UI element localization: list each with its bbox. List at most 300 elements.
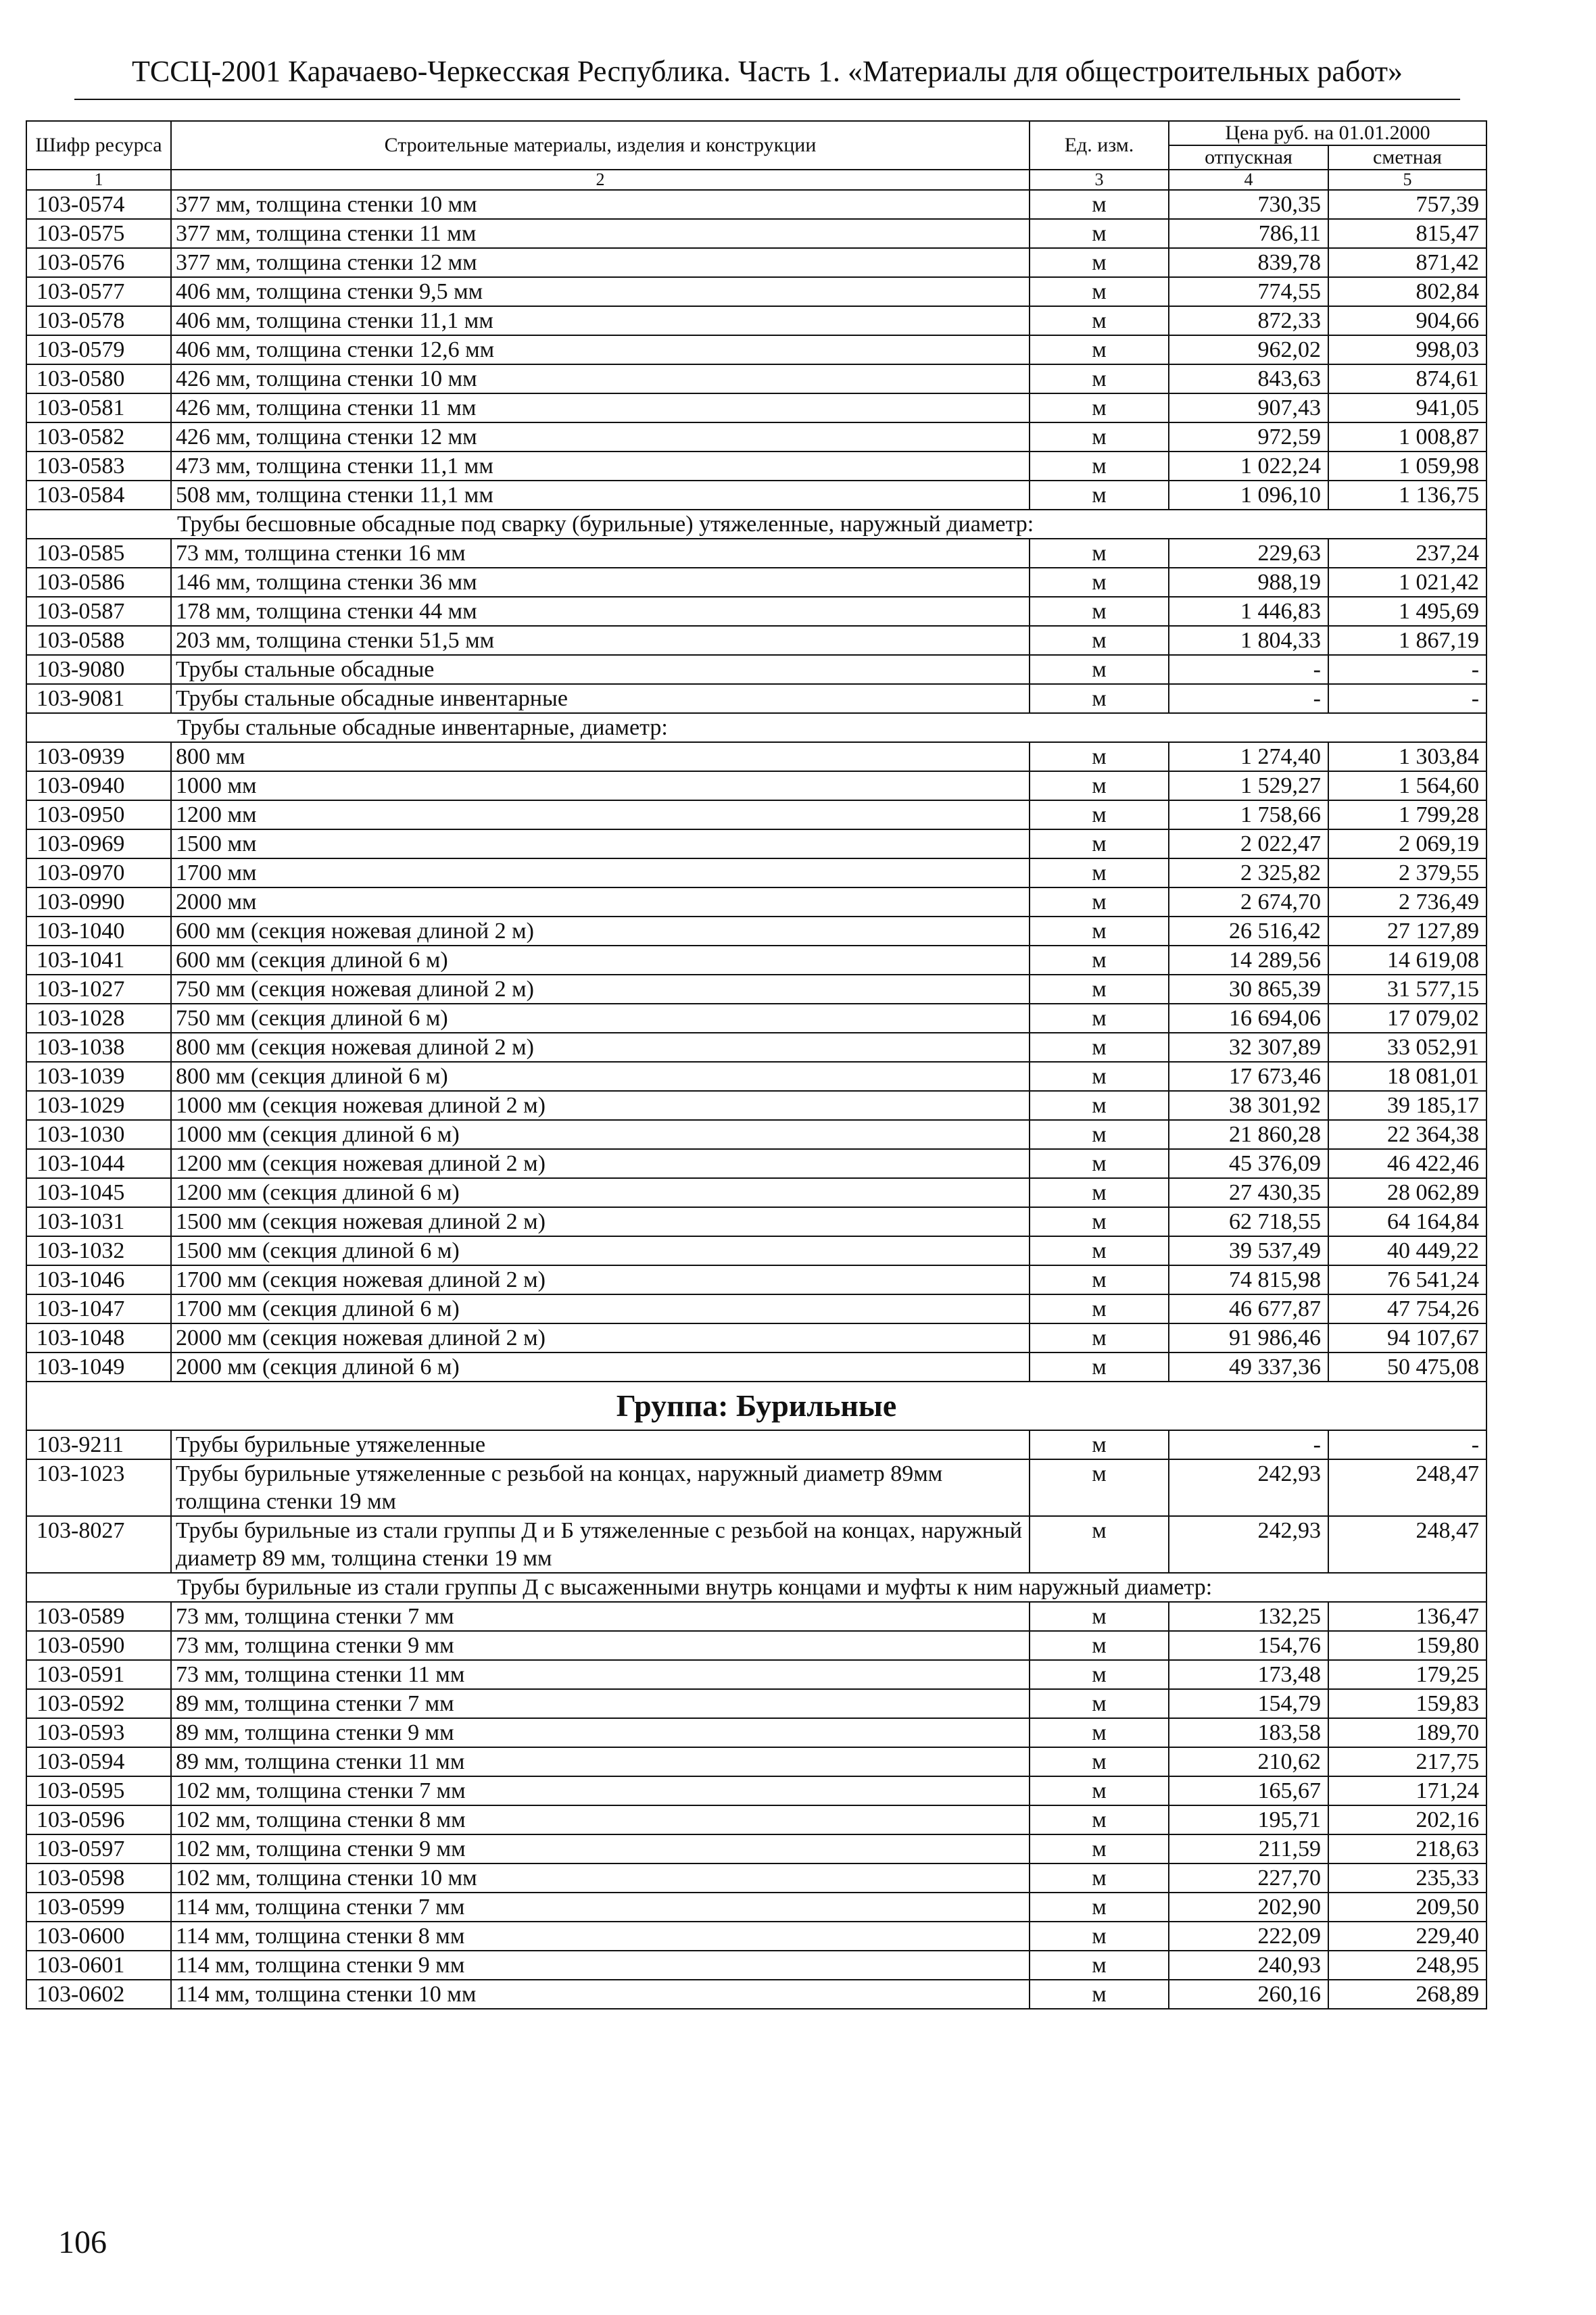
row-unit: м — [1030, 1516, 1169, 1573]
row-name: 102 мм, толщина стенки 7 мм — [171, 1776, 1030, 1805]
row-unit: м — [1030, 1602, 1169, 1631]
row-price-release: 27 430,35 — [1169, 1178, 1328, 1207]
row-unit: м — [1030, 829, 1169, 858]
row-price-release: 1 022,24 — [1169, 452, 1328, 481]
row-code: 103-1047 — [26, 1294, 171, 1323]
table-row — [26, 568, 1486, 597]
row-unit: м — [1030, 655, 1169, 684]
row-price-release: 26 516,42 — [1169, 917, 1328, 946]
table-row — [26, 1265, 1486, 1294]
row-unit: м — [1030, 306, 1169, 335]
row-name: 508 мм, толщина стенки 11,1 мм — [171, 481, 1030, 510]
row-name: 426 мм, толщина стенки 11 мм — [171, 393, 1030, 422]
table-row — [26, 771, 1486, 800]
row-price-release: 242,93 — [1169, 1459, 1328, 1516]
row-code: 103-0587 — [26, 597, 171, 626]
row-unit: м — [1030, 364, 1169, 393]
row-name: 377 мм, толщина стенки 10 мм — [171, 190, 1030, 219]
row-name: 406 мм, толщина стенки 12,6 мм — [171, 335, 1030, 364]
row-code: 103-1030 — [26, 1120, 171, 1149]
row-price-release: 872,33 — [1169, 306, 1328, 335]
row-code: 103-8027 — [26, 1516, 171, 1573]
row-name: 102 мм, толщина стенки 10 мм — [171, 1863, 1030, 1893]
row-name: 406 мм, толщина стенки 9,5 мм — [171, 277, 1030, 306]
row-price-release: 16 694,06 — [1169, 1004, 1328, 1033]
row-unit: м — [1030, 887, 1169, 917]
row-name: 102 мм, толщина стенки 9 мм — [171, 1834, 1030, 1863]
row-price-estimate: 1 303,84 — [1328, 742, 1486, 771]
row-unit: м — [1030, 1805, 1169, 1834]
row-name: 73 мм, толщина стенки 16 мм — [171, 539, 1030, 568]
row-name: 114 мм, толщина стенки 10 мм — [171, 1980, 1030, 2009]
row-unit: м — [1030, 481, 1169, 510]
row-unit: м — [1030, 335, 1169, 364]
row-price-release: 988,19 — [1169, 568, 1328, 597]
table-row — [26, 1631, 1486, 1660]
row-unit: м — [1030, 1430, 1169, 1459]
table-row — [26, 1747, 1486, 1776]
row-price-estimate: 874,61 — [1328, 364, 1486, 393]
row-code: 103-1039 — [26, 1062, 171, 1091]
row-code: 103-9081 — [26, 684, 171, 713]
row-price-release: 260,16 — [1169, 1980, 1328, 2009]
row-name: 1200 мм — [171, 800, 1030, 829]
row-code: 103-0601 — [26, 1951, 171, 1980]
row-code: 103-9211 — [26, 1430, 171, 1459]
row-unit: м — [1030, 248, 1169, 277]
row-name: 2000 мм (секция длиной 6 м) — [171, 1353, 1030, 1382]
row-name: 750 мм (секция длиной 6 м) — [171, 1004, 1030, 1033]
row-code: 103-0597 — [26, 1834, 171, 1863]
row-price-estimate: 94 107,67 — [1328, 1323, 1486, 1353]
row-name: 800 мм (секция длиной 6 м) — [171, 1062, 1030, 1091]
row-code: 103-0596 — [26, 1805, 171, 1834]
row-price-estimate: 159,83 — [1328, 1689, 1486, 1718]
row-price-release: 1 804,33 — [1169, 626, 1328, 655]
row-price-estimate: 1 136,75 — [1328, 481, 1486, 510]
table-row — [26, 800, 1486, 829]
row-price-release: - — [1169, 684, 1328, 713]
col-number: 3 — [1030, 170, 1169, 190]
table-row — [26, 1430, 1486, 1459]
row-name: 73 мм, толщина стенки 7 мм — [171, 1602, 1030, 1631]
row-price-estimate: 1 021,42 — [1328, 568, 1486, 597]
row-price-release: 240,93 — [1169, 1951, 1328, 1980]
col-header-price-release: отпускная — [1169, 145, 1328, 170]
row-code: 103-0583 — [26, 452, 171, 481]
row-name: 1000 мм (секция длиной 6 м) — [171, 1120, 1030, 1149]
row-name: 406 мм, толщина стенки 11,1 мм — [171, 306, 1030, 335]
table-row — [26, 248, 1486, 277]
row-unit: м — [1030, 1033, 1169, 1062]
table-body — [26, 190, 1486, 2009]
section-heading-row — [26, 713, 1486, 742]
row-unit: м — [1030, 1120, 1169, 1149]
row-unit: м — [1030, 1149, 1169, 1178]
row-unit: м — [1030, 1660, 1169, 1689]
row-code: 103-1029 — [26, 1091, 171, 1120]
row-unit: м — [1030, 1834, 1169, 1863]
row-unit: м — [1030, 1265, 1169, 1294]
row-price-estimate: 2 736,49 — [1328, 887, 1486, 917]
row-price-estimate: 18 081,01 — [1328, 1062, 1486, 1091]
row-price-estimate: 998,03 — [1328, 335, 1486, 364]
row-code: 103-0990 — [26, 887, 171, 917]
row-price-estimate: 76 541,24 — [1328, 1265, 1486, 1294]
row-price-estimate: 33 052,91 — [1328, 1033, 1486, 1062]
row-price-estimate: 1 495,69 — [1328, 597, 1486, 626]
section-heading: Трубы бурильные из стали группы Д с высаженными внутрь концами и муфты к ним наружный диаметр: — [26, 1573, 1486, 1602]
row-name: 73 мм, толщина стенки 9 мм — [171, 1631, 1030, 1660]
row-price-estimate: 1 564,60 — [1328, 771, 1486, 800]
table-row — [26, 1776, 1486, 1805]
row-unit: м — [1030, 800, 1169, 829]
row-code: 103-0585 — [26, 539, 171, 568]
row-unit: м — [1030, 1893, 1169, 1922]
row-price-release: 1 446,83 — [1169, 597, 1328, 626]
table-row — [26, 1207, 1486, 1236]
page-number: 106 — [58, 2224, 107, 2260]
table-row — [26, 887, 1486, 917]
row-name: 2000 мм — [171, 887, 1030, 917]
row-price-estimate: 2 069,19 — [1328, 829, 1486, 858]
row-code: 103-0591 — [26, 1660, 171, 1689]
row-price-estimate: 217,75 — [1328, 1747, 1486, 1776]
row-unit: м — [1030, 1004, 1169, 1033]
table-row — [26, 539, 1486, 568]
row-name: 377 мм, толщина стенки 11 мм — [171, 219, 1030, 248]
table-row — [26, 1951, 1486, 1980]
row-unit: м — [1030, 1951, 1169, 1980]
page-header: ТССЦ-2001 Карачаево-Черкесская Республика. Часть 1. «Материалы для общестроительных работ» — [132, 55, 1403, 88]
row-code: 103-0940 — [26, 771, 171, 800]
col-header-price: Цена руб. на 01.01.2000 — [1169, 121, 1486, 145]
row-price-estimate: 268,89 — [1328, 1980, 1486, 2009]
row-name: 750 мм (секция ножевая длиной 2 м) — [171, 975, 1030, 1004]
row-unit: м — [1030, 190, 1169, 219]
row-code: 103-1023 — [26, 1459, 171, 1516]
row-unit: м — [1030, 684, 1169, 713]
row-unit: м — [1030, 626, 1169, 655]
table-row — [26, 1718, 1486, 1747]
row-price-release: 132,25 — [1169, 1602, 1328, 1631]
row-price-release: 154,79 — [1169, 1689, 1328, 1718]
row-price-estimate: 17 079,02 — [1328, 1004, 1486, 1033]
col-number: 4 — [1169, 170, 1328, 190]
row-price-estimate: 904,66 — [1328, 306, 1486, 335]
table-row — [26, 829, 1486, 858]
table-row — [26, 597, 1486, 626]
row-unit: м — [1030, 1689, 1169, 1718]
row-code: 103-1031 — [26, 1207, 171, 1236]
table-row — [26, 858, 1486, 887]
row-unit: м — [1030, 393, 1169, 422]
row-code: 103-1040 — [26, 917, 171, 946]
row-price-estimate: 815,47 — [1328, 219, 1486, 248]
row-price-release: 211,59 — [1169, 1834, 1328, 1863]
row-name: Трубы бурильные из стали группы Д и Б утяжеленные с резьбой на концах, наружный диаметр 89 мм, толщина стенки 19 мм — [171, 1516, 1030, 1573]
table-row — [26, 1922, 1486, 1951]
row-price-release: 2 022,47 — [1169, 829, 1328, 858]
col-header-name: Строительные материалы, изделия и конструкции — [171, 121, 1030, 170]
table-row — [26, 1120, 1486, 1149]
row-name: 89 мм, толщина стенки 9 мм — [171, 1718, 1030, 1747]
row-price-release: 229,63 — [1169, 539, 1328, 568]
row-name: 203 мм, толщина стенки 51,5 мм — [171, 626, 1030, 655]
row-code: 103-0574 — [26, 190, 171, 219]
row-unit: м — [1030, 1980, 1169, 2009]
col-header-unit: Ед. изм. — [1030, 121, 1169, 170]
row-price-release: 839,78 — [1169, 248, 1328, 277]
price-table-container — [26, 120, 1486, 2009]
row-unit: м — [1030, 1091, 1169, 1120]
row-price-estimate: 209,50 — [1328, 1893, 1486, 1922]
table-row — [26, 219, 1486, 248]
section-heading: Трубы стальные обсадные инвентарные, диаметр: — [26, 713, 1486, 742]
table-row — [26, 1091, 1486, 1120]
row-code: 103-0582 — [26, 422, 171, 452]
col-number: 2 — [171, 170, 1030, 190]
row-price-estimate: 1 008,87 — [1328, 422, 1486, 452]
row-name: 146 мм, толщина стенки 36 мм — [171, 568, 1030, 597]
table-row — [26, 1863, 1486, 1893]
row-name: 1700 мм — [171, 858, 1030, 887]
row-price-estimate: 248,95 — [1328, 1951, 1486, 1980]
row-unit: м — [1030, 277, 1169, 306]
row-price-release: 91 986,46 — [1169, 1323, 1328, 1353]
col-header-code: Шифр ресурса — [26, 121, 171, 170]
table-row — [26, 306, 1486, 335]
row-code: 103-0950 — [26, 800, 171, 829]
table-row — [26, 655, 1486, 684]
row-price-release: 14 289,56 — [1169, 946, 1328, 975]
row-name: 1700 мм (секция ножевая длиной 2 м) — [171, 1265, 1030, 1294]
row-name: 2000 мм (секция ножевая длиной 2 м) — [171, 1323, 1030, 1353]
table-header — [26, 121, 1486, 190]
row-price-release: 202,90 — [1169, 1893, 1328, 1922]
row-code: 103-0595 — [26, 1776, 171, 1805]
row-price-release: 32 307,89 — [1169, 1033, 1328, 1062]
row-price-release: 227,70 — [1169, 1863, 1328, 1893]
row-price-estimate: 757,39 — [1328, 190, 1486, 219]
row-unit: м — [1030, 1718, 1169, 1747]
row-code: 103-0575 — [26, 219, 171, 248]
table-row — [26, 1004, 1486, 1033]
row-code: 103-1027 — [26, 975, 171, 1004]
row-unit: м — [1030, 1178, 1169, 1207]
row-price-estimate: 248,47 — [1328, 1459, 1486, 1516]
table-row — [26, 684, 1486, 713]
row-unit: м — [1030, 597, 1169, 626]
row-code: 103-0577 — [26, 277, 171, 306]
row-code: 103-0594 — [26, 1747, 171, 1776]
row-price-release: 49 337,36 — [1169, 1353, 1328, 1382]
row-name: 1500 мм (секция длиной 6 м) — [171, 1236, 1030, 1265]
row-unit: м — [1030, 1062, 1169, 1091]
row-price-estimate: 159,80 — [1328, 1631, 1486, 1660]
table-row — [26, 1033, 1486, 1062]
row-code: 103-0593 — [26, 1718, 171, 1747]
row-name: 102 мм, толщина стенки 8 мм — [171, 1805, 1030, 1834]
row-unit: м — [1030, 858, 1169, 887]
row-price-estimate: - — [1328, 655, 1486, 684]
row-price-estimate: 1 059,98 — [1328, 452, 1486, 481]
row-price-estimate: - — [1328, 1430, 1486, 1459]
table-row — [26, 422, 1486, 452]
row-unit: м — [1030, 1207, 1169, 1236]
row-unit: м — [1030, 1323, 1169, 1353]
row-unit: м — [1030, 1294, 1169, 1323]
row-name: 377 мм, толщина стенки 12 мм — [171, 248, 1030, 277]
row-name: 1200 мм (секция длиной 6 м) — [171, 1178, 1030, 1207]
row-unit: м — [1030, 1459, 1169, 1516]
row-price-estimate: 189,70 — [1328, 1718, 1486, 1747]
table-row — [26, 364, 1486, 393]
row-unit: м — [1030, 1863, 1169, 1893]
row-code: 103-9080 — [26, 655, 171, 684]
table-row — [26, 1689, 1486, 1718]
row-code: 103-1038 — [26, 1033, 171, 1062]
row-name: 114 мм, толщина стенки 9 мм — [171, 1951, 1030, 1980]
group-heading-row — [26, 1382, 1486, 1430]
row-price-estimate: 28 062,89 — [1328, 1178, 1486, 1207]
row-code: 103-0939 — [26, 742, 171, 771]
table-row — [26, 1660, 1486, 1689]
row-code: 103-0578 — [26, 306, 171, 335]
table-row — [26, 1834, 1486, 1863]
table-row — [26, 1062, 1486, 1091]
row-name: 1700 мм (секция длиной 6 м) — [171, 1294, 1030, 1323]
row-price-estimate: 202,16 — [1328, 1805, 1486, 1834]
row-price-release: - — [1169, 655, 1328, 684]
row-price-estimate: 14 619,08 — [1328, 946, 1486, 975]
row-price-release: 774,55 — [1169, 277, 1328, 306]
row-unit: м — [1030, 771, 1169, 800]
row-code: 103-1049 — [26, 1353, 171, 1382]
row-name: 1000 мм — [171, 771, 1030, 800]
col-number: 5 — [1328, 170, 1486, 190]
row-code: 103-0588 — [26, 626, 171, 655]
row-price-release: 45 376,09 — [1169, 1149, 1328, 1178]
row-price-estimate: - — [1328, 684, 1486, 713]
row-price-release: 730,35 — [1169, 190, 1328, 219]
table-row — [26, 1353, 1486, 1382]
row-code: 103-0576 — [26, 248, 171, 277]
row-price-release: 46 677,87 — [1169, 1294, 1328, 1323]
row-name: 800 мм (секция ножевая длиной 2 м) — [171, 1033, 1030, 1062]
row-price-estimate: 46 422,46 — [1328, 1149, 1486, 1178]
row-name: Трубы бурильные утяжеленные — [171, 1430, 1030, 1459]
row-price-release: 962,02 — [1169, 335, 1328, 364]
row-price-estimate: 218,63 — [1328, 1834, 1486, 1863]
row-price-estimate: 50 475,08 — [1328, 1353, 1486, 1382]
table-row — [26, 1602, 1486, 1631]
row-name: 600 мм (секция ножевая длиной 2 м) — [171, 917, 1030, 946]
row-price-release: 2 325,82 — [1169, 858, 1328, 887]
row-price-estimate: 64 164,84 — [1328, 1207, 1486, 1236]
row-name: 1500 мм — [171, 829, 1030, 858]
table-row — [26, 277, 1486, 306]
row-price-estimate: 1 799,28 — [1328, 800, 1486, 829]
row-price-estimate: 47 754,26 — [1328, 1294, 1486, 1323]
table-row — [26, 335, 1486, 364]
table-row — [26, 626, 1486, 655]
table-row — [26, 946, 1486, 975]
table-row — [26, 1980, 1486, 2009]
row-unit: м — [1030, 1631, 1169, 1660]
row-price-estimate: 171,24 — [1328, 1776, 1486, 1805]
row-unit: м — [1030, 568, 1169, 597]
row-name: 426 мм, толщина стенки 12 мм — [171, 422, 1030, 452]
row-price-estimate: 39 185,17 — [1328, 1091, 1486, 1120]
row-name: 600 мм (секция длиной 6 м) — [171, 946, 1030, 975]
row-name: 426 мм, толщина стенки 10 мм — [171, 364, 1030, 393]
row-code: 103-0969 — [26, 829, 171, 858]
table-row — [26, 1178, 1486, 1207]
section-heading-row — [26, 1573, 1486, 1602]
row-code: 103-0598 — [26, 1863, 171, 1893]
row-name: 73 мм, толщина стенки 11 мм — [171, 1660, 1030, 1689]
row-code: 103-1046 — [26, 1265, 171, 1294]
table-row — [26, 1459, 1486, 1516]
row-code: 103-0970 — [26, 858, 171, 887]
row-price-estimate: 871,42 — [1328, 248, 1486, 277]
group-heading: Группа: Бурильные — [26, 1382, 1486, 1430]
row-name: 1200 мм (секция ножевая длиной 2 м) — [171, 1149, 1030, 1178]
row-name: 178 мм, толщина стенки 44 мм — [171, 597, 1030, 626]
row-unit: м — [1030, 539, 1169, 568]
row-price-estimate: 27 127,89 — [1328, 917, 1486, 946]
table-row — [26, 1294, 1486, 1323]
row-price-release: 173,48 — [1169, 1660, 1328, 1689]
row-name: 89 мм, толщина стенки 11 мм — [171, 1747, 1030, 1776]
table-row — [26, 1149, 1486, 1178]
row-name: 473 мм, толщина стенки 11,1 мм — [171, 452, 1030, 481]
row-price-release: 222,09 — [1169, 1922, 1328, 1951]
row-price-release: 1 758,66 — [1169, 800, 1328, 829]
row-price-estimate: 40 449,22 — [1328, 1236, 1486, 1265]
col-header-price-estimate: сметная — [1328, 145, 1486, 170]
row-price-release: 21 860,28 — [1169, 1120, 1328, 1149]
row-price-estimate: 2 379,55 — [1328, 858, 1486, 887]
row-price-estimate: 179,25 — [1328, 1660, 1486, 1689]
header-rule — [74, 99, 1460, 100]
table-row — [26, 742, 1486, 771]
row-name: Трубы стальные обсадные — [171, 655, 1030, 684]
row-unit: м — [1030, 917, 1169, 946]
row-price-estimate: 229,40 — [1328, 1922, 1486, 1951]
row-code: 103-0590 — [26, 1631, 171, 1660]
row-code: 103-0580 — [26, 364, 171, 393]
row-name: Трубы бурильные утяжеленные с резьбой на концах, наружный диаметр 89мм толщина стенки 19 мм — [171, 1459, 1030, 1516]
table-row — [26, 481, 1486, 510]
table-row — [26, 190, 1486, 219]
row-price-estimate: 1 867,19 — [1328, 626, 1486, 655]
row-price-estimate: 136,47 — [1328, 1602, 1486, 1631]
table-row — [26, 1516, 1486, 1573]
table-row — [26, 1805, 1486, 1834]
table-row — [26, 452, 1486, 481]
row-unit: м — [1030, 1922, 1169, 1951]
row-code: 103-1032 — [26, 1236, 171, 1265]
row-code: 103-0584 — [26, 481, 171, 510]
table-row — [26, 1236, 1486, 1265]
row-name: 114 мм, толщина стенки 8 мм — [171, 1922, 1030, 1951]
row-price-release: 38 301,92 — [1169, 1091, 1328, 1120]
row-code: 103-0602 — [26, 1980, 171, 2009]
row-price-estimate: 22 364,38 — [1328, 1120, 1486, 1149]
row-code: 103-0599 — [26, 1893, 171, 1922]
